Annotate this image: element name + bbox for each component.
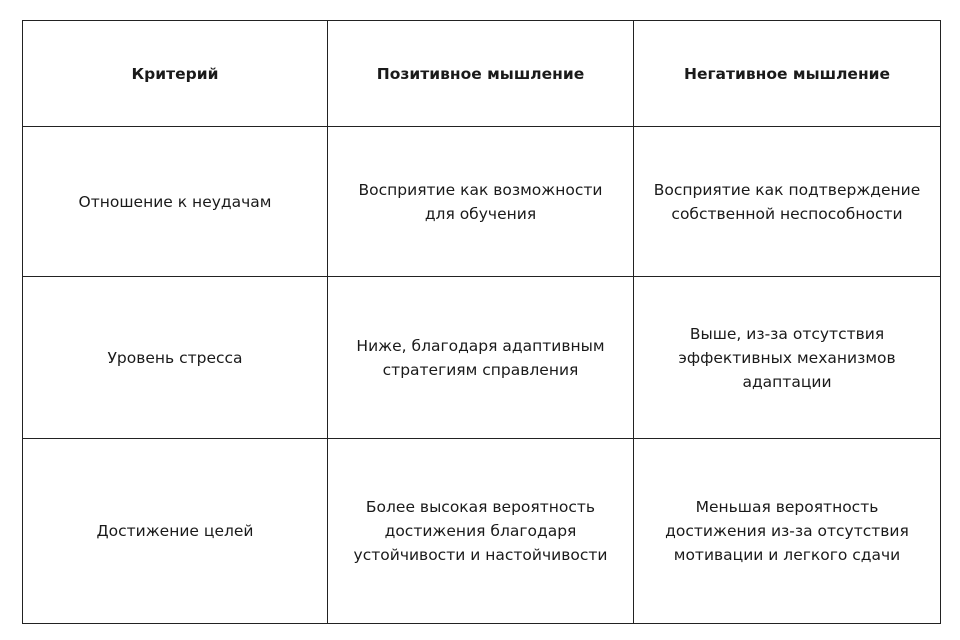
header-negative-thinking: Негативное мышление (634, 21, 941, 127)
cell-criterion: Уровень стресса (23, 277, 328, 439)
table-row (23, 277, 941, 439)
cell-negative: Восприятие как подтверждение собственной неспособности (634, 127, 941, 277)
header-positive-thinking: Позитивное мышление (328, 21, 634, 127)
cell-positive: Восприятие как возможности для обучения (328, 127, 634, 277)
comparison-table (22, 20, 941, 624)
table-header-row (23, 21, 941, 127)
cell-criterion: Отношение к неудачам (23, 127, 328, 277)
cell-negative: Выше, из-за отсутствия эффективных механизмов адаптации (634, 277, 941, 439)
cell-negative: Меньшая вероятность достижения из-за отсутствия мотивации и легкого сдачи (634, 439, 941, 624)
cell-positive: Более высокая вероятность достижения благодаря устойчивости и настойчивости (328, 439, 634, 624)
cell-positive: Ниже, благодаря адаптивным стратегиям справления (328, 277, 634, 439)
table-row (23, 127, 941, 277)
header-criterion: Критерий (23, 21, 328, 127)
cell-criterion: Достижение целей (23, 439, 328, 624)
table-row (23, 439, 941, 624)
